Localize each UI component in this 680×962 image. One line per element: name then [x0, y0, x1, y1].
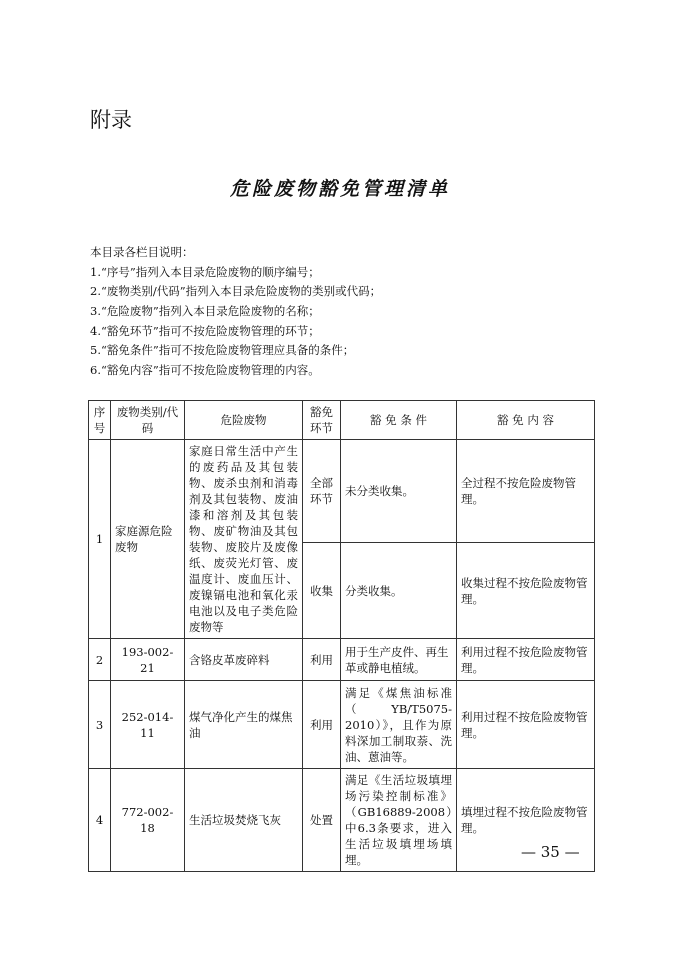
row-link: 全部环节: [303, 440, 341, 543]
row-code: 193-002-21: [111, 639, 185, 681]
exemption-table: [88, 400, 595, 872]
note-item: 4.“豁免环节”指可不按危险废物管理的环节；: [90, 323, 320, 338]
header-content: 豁 免 内 容: [457, 401, 595, 440]
row-no: 3: [89, 681, 111, 769]
row-code: 252-014-11: [111, 681, 185, 769]
row-condition: 分类收集。: [341, 543, 457, 639]
row-content: 收集过程不按危险废物管理。: [457, 543, 595, 639]
note-item: 5.“豁免条件”指可不按危险废物管理应具备的条件；: [90, 343, 355, 358]
table-header-row: [89, 401, 595, 440]
header-no: 序号: [89, 401, 111, 440]
table-row: [89, 639, 595, 681]
note-item: 3.“危险废物”指列入本目录危险废物的名称；: [90, 304, 320, 319]
note-item: 1.“序号”指列入本目录危险废物的顺序编号；: [90, 264, 320, 279]
note-item: 6.“豁免内容”指可不按危险废物管理的内容。: [90, 363, 320, 378]
row-content: 全过程不按危险废物管理。: [457, 440, 595, 543]
row-link: 利用: [303, 639, 341, 681]
row-content: 利用过程不按危险废物管理。: [457, 639, 595, 681]
note-item: 2.“废物类别/代码”指列入本目录危险废物的类别或代码；: [90, 284, 382, 299]
page-number: — 35 —: [521, 843, 580, 861]
row-waste: 家庭日常生活中产生的废药品及其包装物、废杀虫剂和消毒剂及其包装物、废油漆和溶剂及其包装物、废矿物油及其包装物、废胶片及废像纸、废荧光灯管、废温度计、废血压计、废镍镉电池和氧化汞电池以及电子类危险废物等: [185, 440, 303, 639]
row-link: 利用: [303, 681, 341, 769]
table-row: [89, 440, 595, 543]
header-link: 豁免环节: [303, 401, 341, 440]
row-condition: 未分类收集。: [341, 440, 457, 543]
row-content: 填埋过程不按危险废物管理。: [457, 769, 595, 872]
row-link: 收集: [303, 543, 341, 639]
row-waste: 煤气净化产生的煤焦油: [185, 681, 303, 769]
row-condition: 用于生产皮件、再生革或静电植绒。: [341, 639, 457, 681]
table-row: [89, 769, 595, 872]
table-row: [89, 681, 595, 769]
row-code: 772-002-18: [111, 769, 185, 872]
row-no: 2: [89, 639, 111, 681]
row-condition: 满足《煤焦油标准（YB/T5075-2010）》，且作为原料深加工制取萘、洗油、蒽油等。: [341, 681, 457, 769]
header-waste: 危险废物: [185, 401, 303, 440]
appendix-heading: 附录: [90, 108, 132, 132]
header-code: 废物类别/代码: [111, 401, 185, 440]
header-condition: 豁 免 条 件: [341, 401, 457, 440]
row-link: 处置: [303, 769, 341, 872]
row-waste: 生活垃圾焚烧飞灰: [185, 769, 303, 872]
row-no: 4: [89, 769, 111, 872]
row-waste: 含铬皮革废碎料: [185, 639, 303, 681]
row-no: 1: [89, 440, 111, 639]
document-title: 危险废物豁免管理清单: [229, 178, 450, 200]
row-code: 家庭源危险废物: [111, 440, 185, 639]
column-notes: [90, 243, 381, 381]
row-content: 利用过程不按危险废物管理。: [457, 681, 595, 769]
notes-intro: 本目录各栏目说明：: [90, 245, 194, 259]
row-condition: 满足《生活垃圾填埋场污染控制标准》（GB16889-2008）中6.3条要求，进入生活垃圾填埋场填埋。: [341, 769, 457, 872]
